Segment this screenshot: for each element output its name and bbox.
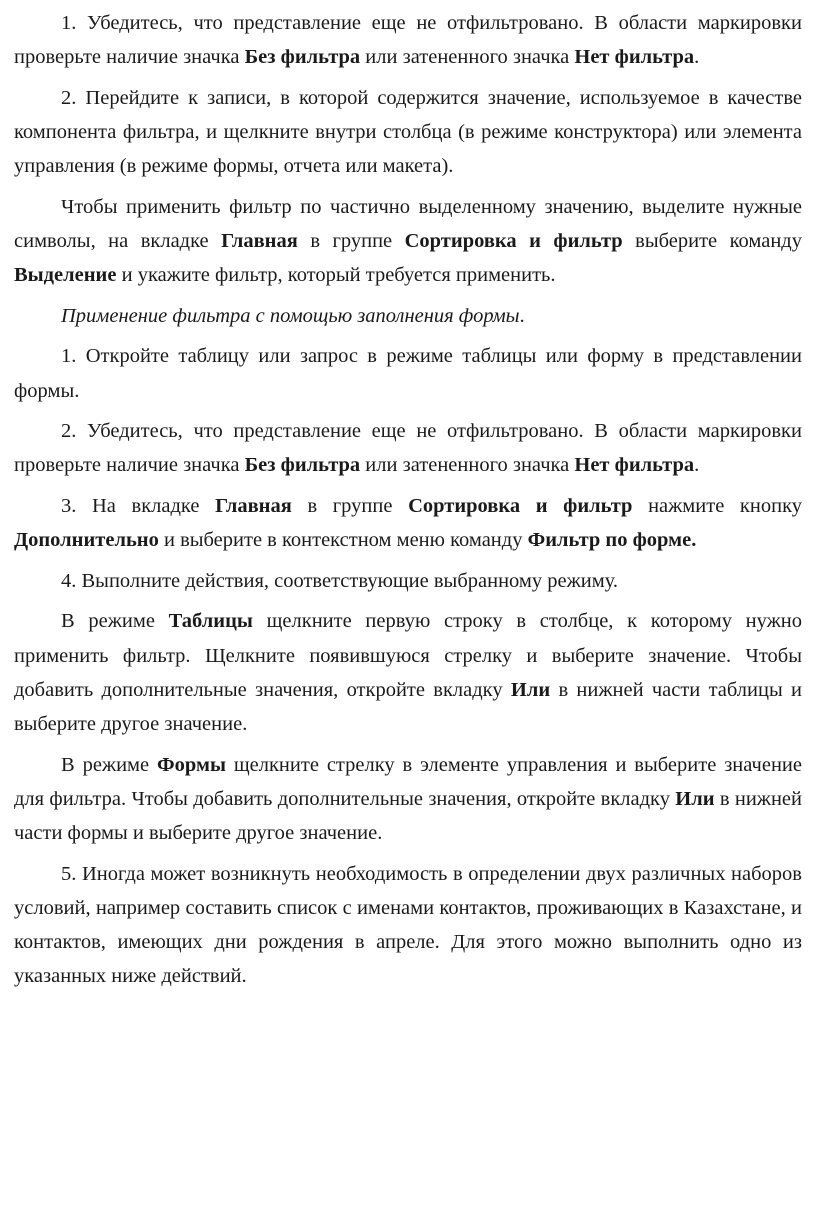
text: 2. Перейдите к записи, в которой содержится значение, используемое в качестве компонента фильтра, и щелкните внутри столбца (в режиме конструктора) или элемента управления (в режиме формы, отчета или макета). (14, 86, 802, 178)
bold-term: Выделение (14, 264, 117, 287)
text: . (519, 304, 525, 327)
text: в нижней части формы и выберите другое значение. (14, 787, 803, 844)
bold-term: Дополнительно (14, 529, 159, 552)
bold-term: Фильтр по форме. (527, 529, 697, 552)
bold-term: Главная (215, 494, 292, 517)
bold-term: Нет фильтра (574, 46, 695, 69)
paragraph-form-step-3 (14, 489, 802, 557)
text: или затененного значка (360, 46, 575, 69)
text: . (694, 46, 700, 69)
paragraph-form-step-1 (14, 339, 802, 407)
text: В режиме (61, 610, 169, 633)
bold-term: Сортировка и фильтр (408, 494, 633, 517)
text: 1. Убедитесь, что представление еще не отфильтровано. В области маркировки проверьте наличие значка (14, 12, 802, 69)
text: 5. Иногда может возникнуть необходимость в определении двух различных наборов условий, например составить список с именами контактов, проживающих в Казахстане, и контактов, имеющих дни рождения в апреле. Для этого можно выполнить одно из указанных ниже действий. (14, 862, 802, 988)
bold-term: Главная (221, 230, 298, 252)
text: В режиме (61, 753, 158, 776)
paragraph-partial-selection (14, 190, 802, 293)
paragraph-form-step-2 (14, 414, 802, 482)
text: Чтобы применить фильтр по частично выделенному значению, выделите нужные символы, на вкладке (14, 195, 802, 252)
text: 1. Откройте таблицу или запрос в режиме таблицы или форму в представлении формы. (14, 345, 802, 402)
text: и укажите фильтр, который требуется применить. (116, 264, 556, 287)
text: 3. На вкладке (61, 494, 216, 517)
text: и выберите в контекстном меню команду (158, 529, 528, 552)
bold-term: Или (675, 787, 715, 810)
bold-term: Нет фильтра (574, 454, 695, 477)
bold-term: Формы (157, 753, 226, 776)
paragraph-form-step-5 (14, 857, 802, 994)
bold-term: Сортировка и фильтр (404, 230, 623, 252)
section-heading-filter-by-form (14, 299, 802, 333)
paragraph-step-1-check-filter (14, 6, 802, 74)
text: выберите команду (622, 230, 802, 252)
italic-heading-text: Применение фильтра с помощью заполнения формы (61, 304, 520, 327)
paragraph-form-mode (14, 748, 802, 851)
paragraph-form-step-4 (14, 564, 802, 598)
text: щелкните стрелку в элементе управления и выберите значение для фильтра. Чтобы добавить дополнительные значения, откройте вкладку (14, 753, 802, 810)
text: или затененного значка (360, 454, 575, 477)
text: в группе (297, 230, 405, 252)
document-page (14, 6, 802, 1000)
bold-term: Таблицы (168, 610, 253, 633)
text: нажмите кнопку (632, 494, 802, 517)
bold-term: Или (510, 678, 551, 701)
text: 4. Выполните действия, соответствующие выбранному режиму. (61, 569, 619, 592)
text: в нижней части таблицы и выберите другое значение. (14, 678, 802, 735)
text: . (694, 454, 700, 477)
paragraph-table-mode (14, 604, 802, 741)
paragraph-step-2-go-to-record (14, 81, 802, 184)
bold-term: Без фильтра (244, 46, 361, 69)
text: 2. Убедитесь, что представление еще не отфильтровано. В области маркировки проверьте наличие значка (14, 420, 802, 477)
text: в группе (291, 494, 409, 517)
bold-term: Без фильтра (244, 454, 361, 477)
text: щелкните первую строку в столбце, к которому нужно применить фильтр. Щелкните появившуюся стрелку и выберите значение. Чтобы добавить дополнительные значения, откройте вкладку (14, 610, 802, 701)
